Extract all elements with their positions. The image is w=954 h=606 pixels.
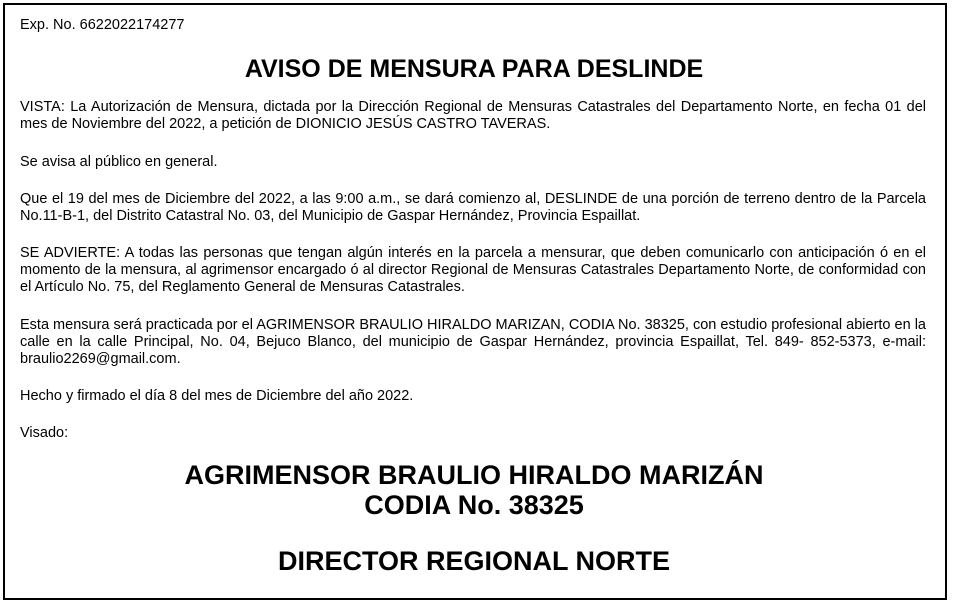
paragraph-public-notice: Se avisa al público en general. — [20, 154, 218, 170]
paragraph-visado: Visado: — [20, 425, 69, 441]
paragraph-vista: VISTA: La Autorización de Mensura, dictada por la Dirección Regional de Mensuras Catastrales del Departamento Norte, en fecha 01 del mes de Noviembre del 2022, a petición de DIONICIO JESÚS CASTRO TAVERAS. — [20, 99, 926, 132]
notice-title: AVISO DE MENSURA PARA DESLINDE — [244, 55, 704, 83]
paragraph-signed-date: Hecho y firmado el día 8 del mes de Diciembre del año 2022. — [20, 388, 414, 404]
paragraph-surveyor-info: Esta mensura será practicada por el AGRIMENSOR BRAULIO HIRALDO MARIZAN, CODIA No. 38325, con estudio profesional abierto en la calle en la calle Principal, No. 04, Bejuco Blanco, del municipio de Gaspar Hernández, provincia Espaillat, Tel. 849- 852-5373, e-mail: braulio2269@gmail.com. — [20, 317, 926, 367]
paragraph-se-advierte: SE ADVIERTE: A todas las personas que tengan algún interés en la parcela a mensurar, que deben comunicarlo con anticipación ó en el momento de la mensura, al agrimensor encargado ó al director Regional de Mensuras Catastrales Departamento Norte, de conformidad con el Artículo No. 75, del Reglamento General de Mensuras Catastrales. — [20, 245, 926, 295]
signature-position: DIRECTOR REGIONAL NORTE — [277, 546, 671, 576]
paragraph-deslinde-date: Que el 19 del mes de Diciembre del 2022, a las 9:00 a.m., se dará comienzo al, DESLINDE de una porción de terreno dentro de la Parcela No.11-B-1, del Distrito Catastral No. 03, del Municipio de Gaspar Hernández, Provincia Espaillat. — [20, 191, 926, 224]
exp-number: Exp. No. 6622022174277 — [20, 17, 185, 33]
signature-codia: CODIA No. 38325 — [364, 490, 584, 520]
signature-name: AGRIMENSOR BRAULIO HIRALDO MARIZÁN — [184, 460, 764, 490]
